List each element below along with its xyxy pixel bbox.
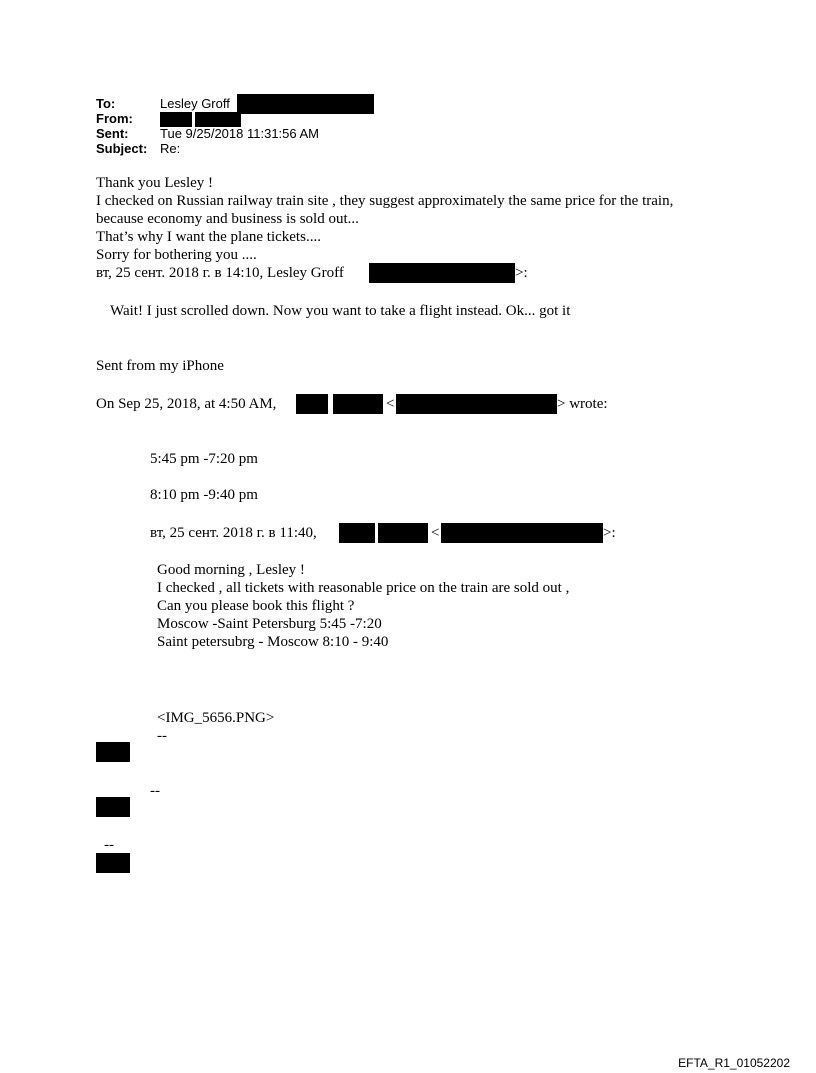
quote-text: Wait! I just scrolled down. Now you want to take a flight instead. Ok... got it (110, 303, 571, 319)
subject-value: Re: (160, 141, 181, 156)
body-line: Thank you Lesley ! (96, 175, 214, 191)
to-label: To: (96, 96, 116, 111)
redaction-box (96, 797, 130, 817)
reply-attribution: вт, 25 сент. 2018 г. в 14:10, Lesley Groff (96, 265, 344, 281)
redaction-box (160, 112, 192, 127)
signature-separator: -- (150, 783, 160, 799)
quote-attribution-suffix: >: (603, 525, 616, 541)
quote-attribution-suffix: > wrote: (557, 396, 608, 412)
body-line: Moscow -Saint Petersburg 5:45 -7:20 (157, 616, 382, 632)
from-label: From: (96, 111, 133, 126)
redaction-box (369, 263, 515, 283)
time-line: 5:45 pm -7:20 pm (150, 451, 258, 467)
to-value: Lesley Groff (160, 96, 230, 111)
body-line: That’s why I want the plane tickets.... (96, 229, 321, 245)
body-line: because economy and business is sold out... (96, 211, 359, 227)
signature: Sent from my iPhone (96, 358, 224, 374)
quote-attribution-lt: < (386, 396, 395, 412)
redaction-box (96, 742, 130, 762)
quote-attribution-lt: < (431, 525, 440, 541)
subject-label: Subject: (96, 141, 148, 156)
redaction-box (396, 394, 557, 414)
body-line: Good morning , Lesley ! (157, 562, 305, 578)
redaction-box (333, 394, 383, 414)
sent-label: Sent: (96, 126, 129, 141)
reply-attribution-suffix: >: (515, 265, 528, 281)
sent-value: Tue 9/25/2018 11:31:56 AM (160, 126, 320, 141)
redaction-box (96, 853, 130, 873)
quote-attribution: On Sep 25, 2018, at 4:50 AM, (96, 396, 277, 412)
body-line: I checked on Russian railway train site , they suggest approximately the same price for the train, (96, 193, 674, 209)
attachment-placeholder: <IMG_5656.PNG> (157, 710, 275, 726)
redaction-box (237, 94, 374, 114)
redaction-box (441, 523, 603, 543)
redaction-box (296, 394, 328, 414)
signature-separator: -- (157, 728, 167, 744)
body-line: Can you please book this flight ? (157, 598, 355, 614)
body-line: I checked , all tickets with reasonable price on the train are sold out , (157, 580, 570, 596)
redaction-box (339, 523, 375, 543)
quote-attribution: вт, 25 сент. 2018 г. в 11:40, (150, 525, 317, 541)
body-line: Sorry for bothering you .... (96, 247, 257, 263)
redaction-box (378, 523, 428, 543)
redaction-box (195, 112, 241, 127)
document-id: EFTA_R1_01052202 (678, 1056, 790, 1070)
body-line: Saint petersubrg - Moscow 8:10 - 9:40 (157, 634, 389, 650)
signature-separator: -- (104, 837, 114, 853)
time-line: 8:10 pm -9:40 pm (150, 487, 258, 503)
